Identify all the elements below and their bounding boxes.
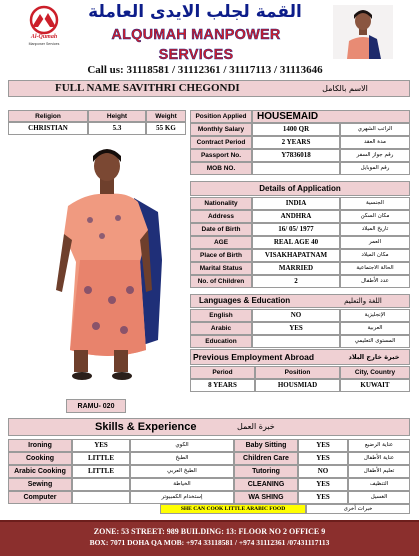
contract-row-value: Y7836018 <box>252 149 340 162</box>
position-value: HOUSEMAID <box>252 110 410 123</box>
skill-left-label: Computer <box>8 491 72 504</box>
position-header: Position <box>255 366 340 379</box>
city-country-header: City, Country <box>340 366 410 379</box>
skill-left-value: LITTLE <box>72 465 130 478</box>
detail-row-value: 16/ 05/ 1977 <box>252 223 340 236</box>
full-name: FULL NAME SAVITHRI CHEGONDI <box>55 82 240 94</box>
skills-note: SHE CAN COOK LITTLE ARABIC FOOD <box>160 504 306 514</box>
skill-left-arabic: الطبخ <box>130 452 234 465</box>
skill-left-value: LITTLE <box>72 452 130 465</box>
detail-row-arabic: الجنسية <box>340 197 410 210</box>
period-value: 8 YEARS <box>190 379 255 392</box>
detail-row-value: 2 <box>252 275 340 288</box>
employment-header <box>190 349 410 365</box>
call-us-line: Call us: 31118581 / 31112361 / 31117113 / 31113646 <box>87 64 323 76</box>
religion-value: CHRISTIAN <box>8 122 88 135</box>
contract-row-arabic: رقم الموبايل <box>340 162 410 175</box>
skill-right-value: YES <box>298 452 348 465</box>
skill-right-label: Children Care <box>234 452 298 465</box>
skills-title: Skills & Experience <box>95 421 197 433</box>
height-value: 5.3 <box>88 122 146 135</box>
language-row-arabic: العربية <box>340 322 410 335</box>
height-header: Height <box>88 110 146 122</box>
languages-title: Languages & Education <box>199 296 291 305</box>
language-row-arabic: الإنجليزية <box>340 309 410 322</box>
portrait-thumbnail <box>333 5 393 59</box>
employment-title: Previous Employment Abroad <box>193 352 315 362</box>
detail-row-label: Address <box>190 210 252 223</box>
language-row-label: English <box>190 309 252 322</box>
skill-left-label: Ironing <box>8 439 72 452</box>
skill-left-label: Sewing <box>8 478 72 491</box>
city-country-value: KUWAIT <box>340 379 410 392</box>
detail-row-value: VISAKHAPATNAM <box>252 249 340 262</box>
contract-row-arabic: مدة العقد <box>340 136 410 149</box>
contract-row-label: Monthly Salary <box>190 123 252 136</box>
detail-row-value: REAL AGE 40 <box>252 236 340 249</box>
skill-right-arabic: التنظيف <box>348 478 410 491</box>
full-name-arabic: الاسم بالكامل <box>322 84 368 93</box>
skill-left-label: Cooking <box>8 452 72 465</box>
language-row-value: YES <box>252 322 340 335</box>
footer-address: ZONE: 53 STREET: 989 BUILDING: 13: FLOOR NO 2 OFFICE 9 <box>93 527 326 536</box>
contract-row-label: Contract Period <box>190 136 252 149</box>
languages-title-arabic: اللغة والتعليم <box>344 297 382 305</box>
skill-right-arabic: تعليم الأطفال <box>348 465 410 478</box>
detail-row-value: ANDHRA <box>252 210 340 223</box>
logo-subtext: Manpower Services <box>28 42 60 46</box>
skills-header <box>8 418 410 436</box>
detail-row-label: Nationality <box>190 197 252 210</box>
skill-left-label: Arabic Cooking <box>8 465 72 478</box>
contract-row-label: Passport No. <box>190 149 252 162</box>
detail-row-arabic: مكان السكن <box>340 210 410 223</box>
detail-row-arabic: العمر <box>340 236 410 249</box>
employment-title-arabic: خبرة خارج البلاد <box>348 353 400 361</box>
skill-right-arabic: الغسيل <box>348 491 410 504</box>
skills-note-arabic: خبرات أخرى <box>306 504 410 514</box>
language-row-value <box>252 335 340 348</box>
period-header: Period <box>190 366 255 379</box>
skill-left-arabic: الطبخ العربي <box>130 465 234 478</box>
contract-row-value <box>252 162 340 175</box>
contract-row-value: 1400 QR <box>252 123 340 136</box>
languages-header <box>190 294 410 308</box>
detail-row-label: Date of Birth <box>190 223 252 236</box>
skill-right-arabic: عناية الرضيع <box>348 439 410 452</box>
weight-value: 55 KG <box>146 122 186 135</box>
company-name-arabic: القمة لجلب الايدى العاملة <box>88 2 302 22</box>
company-logo <box>24 5 64 49</box>
logo-emblem-icon <box>24 5 64 35</box>
detail-row-label: Marital Status <box>190 262 252 275</box>
contract-row-value: 2 YEARS <box>252 136 340 149</box>
company-name-english: ALQUMAH MANPOWER SERVICES <box>111 27 281 63</box>
name-row <box>8 80 410 97</box>
details-header: Details of Application <box>190 181 410 196</box>
religion-header: Religion <box>8 110 88 122</box>
previous-position-value: HOUSMIAD <box>255 379 340 392</box>
detail-row-label: No. of Children <box>190 275 252 288</box>
skill-left-arabic: الخياطة <box>130 478 234 491</box>
detail-row-arabic: الحالة الاجتماعية <box>340 262 410 275</box>
footer-contact: BOX: 7071 DOHA QA MOB: +974 33118581 / +974 31112361 /07431117113 <box>89 538 330 547</box>
skill-left-value <box>72 491 130 504</box>
language-row-label: Education <box>190 335 252 348</box>
skill-right-label: WA SHING <box>234 491 298 504</box>
skill-right-arabic: عناية الأطفال <box>348 452 410 465</box>
language-row-value: NO <box>252 309 340 322</box>
detail-row-arabic: عدد الأطفال <box>340 275 410 288</box>
skill-right-label: Tutoring <box>234 465 298 478</box>
photo-caption: RAMU- 020 <box>66 399 126 413</box>
detail-row-value: INDIA <box>252 197 340 210</box>
detail-row-arabic: تاريخ الميلاد <box>340 223 410 236</box>
skill-left-arabic: الكوي <box>130 439 234 452</box>
footer-bar <box>0 520 419 556</box>
skill-right-label: CLEANING <box>234 478 298 491</box>
skill-left-value: YES <box>72 439 130 452</box>
position-label: Position Applied <box>190 110 252 123</box>
skill-right-value: YES <box>298 491 348 504</box>
weight-header: Weight <box>146 110 186 122</box>
logo-text: Al-Qumah <box>30 34 58 40</box>
skill-left-arabic: إستخدام الكمبيوتر <box>130 491 234 504</box>
skill-right-value: NO <box>298 465 348 478</box>
contract-row-label: MOB NO. <box>190 162 252 175</box>
contract-row-arabic: رقم جواز السفر <box>340 149 410 162</box>
language-row-label: Arabic <box>190 322 252 335</box>
contract-row-arabic: الراتب الشهري <box>340 123 410 136</box>
skills-title-arabic: خبرة العمل <box>237 422 275 431</box>
skill-right-value: YES <box>298 439 348 452</box>
detail-row-arabic: مكان الميلاد <box>340 249 410 262</box>
detail-row-value: MARRIED <box>252 262 340 275</box>
language-row-arabic: المستوى التعليمي <box>340 335 410 348</box>
detail-row-label: AGE <box>190 236 252 249</box>
skill-left-value <box>72 478 130 491</box>
skill-right-label: Baby Sitting <box>234 439 298 452</box>
detail-row-label: Place of Birth <box>190 249 252 262</box>
skill-right-value: YES <box>298 478 348 491</box>
candidate-photo <box>30 140 184 396</box>
